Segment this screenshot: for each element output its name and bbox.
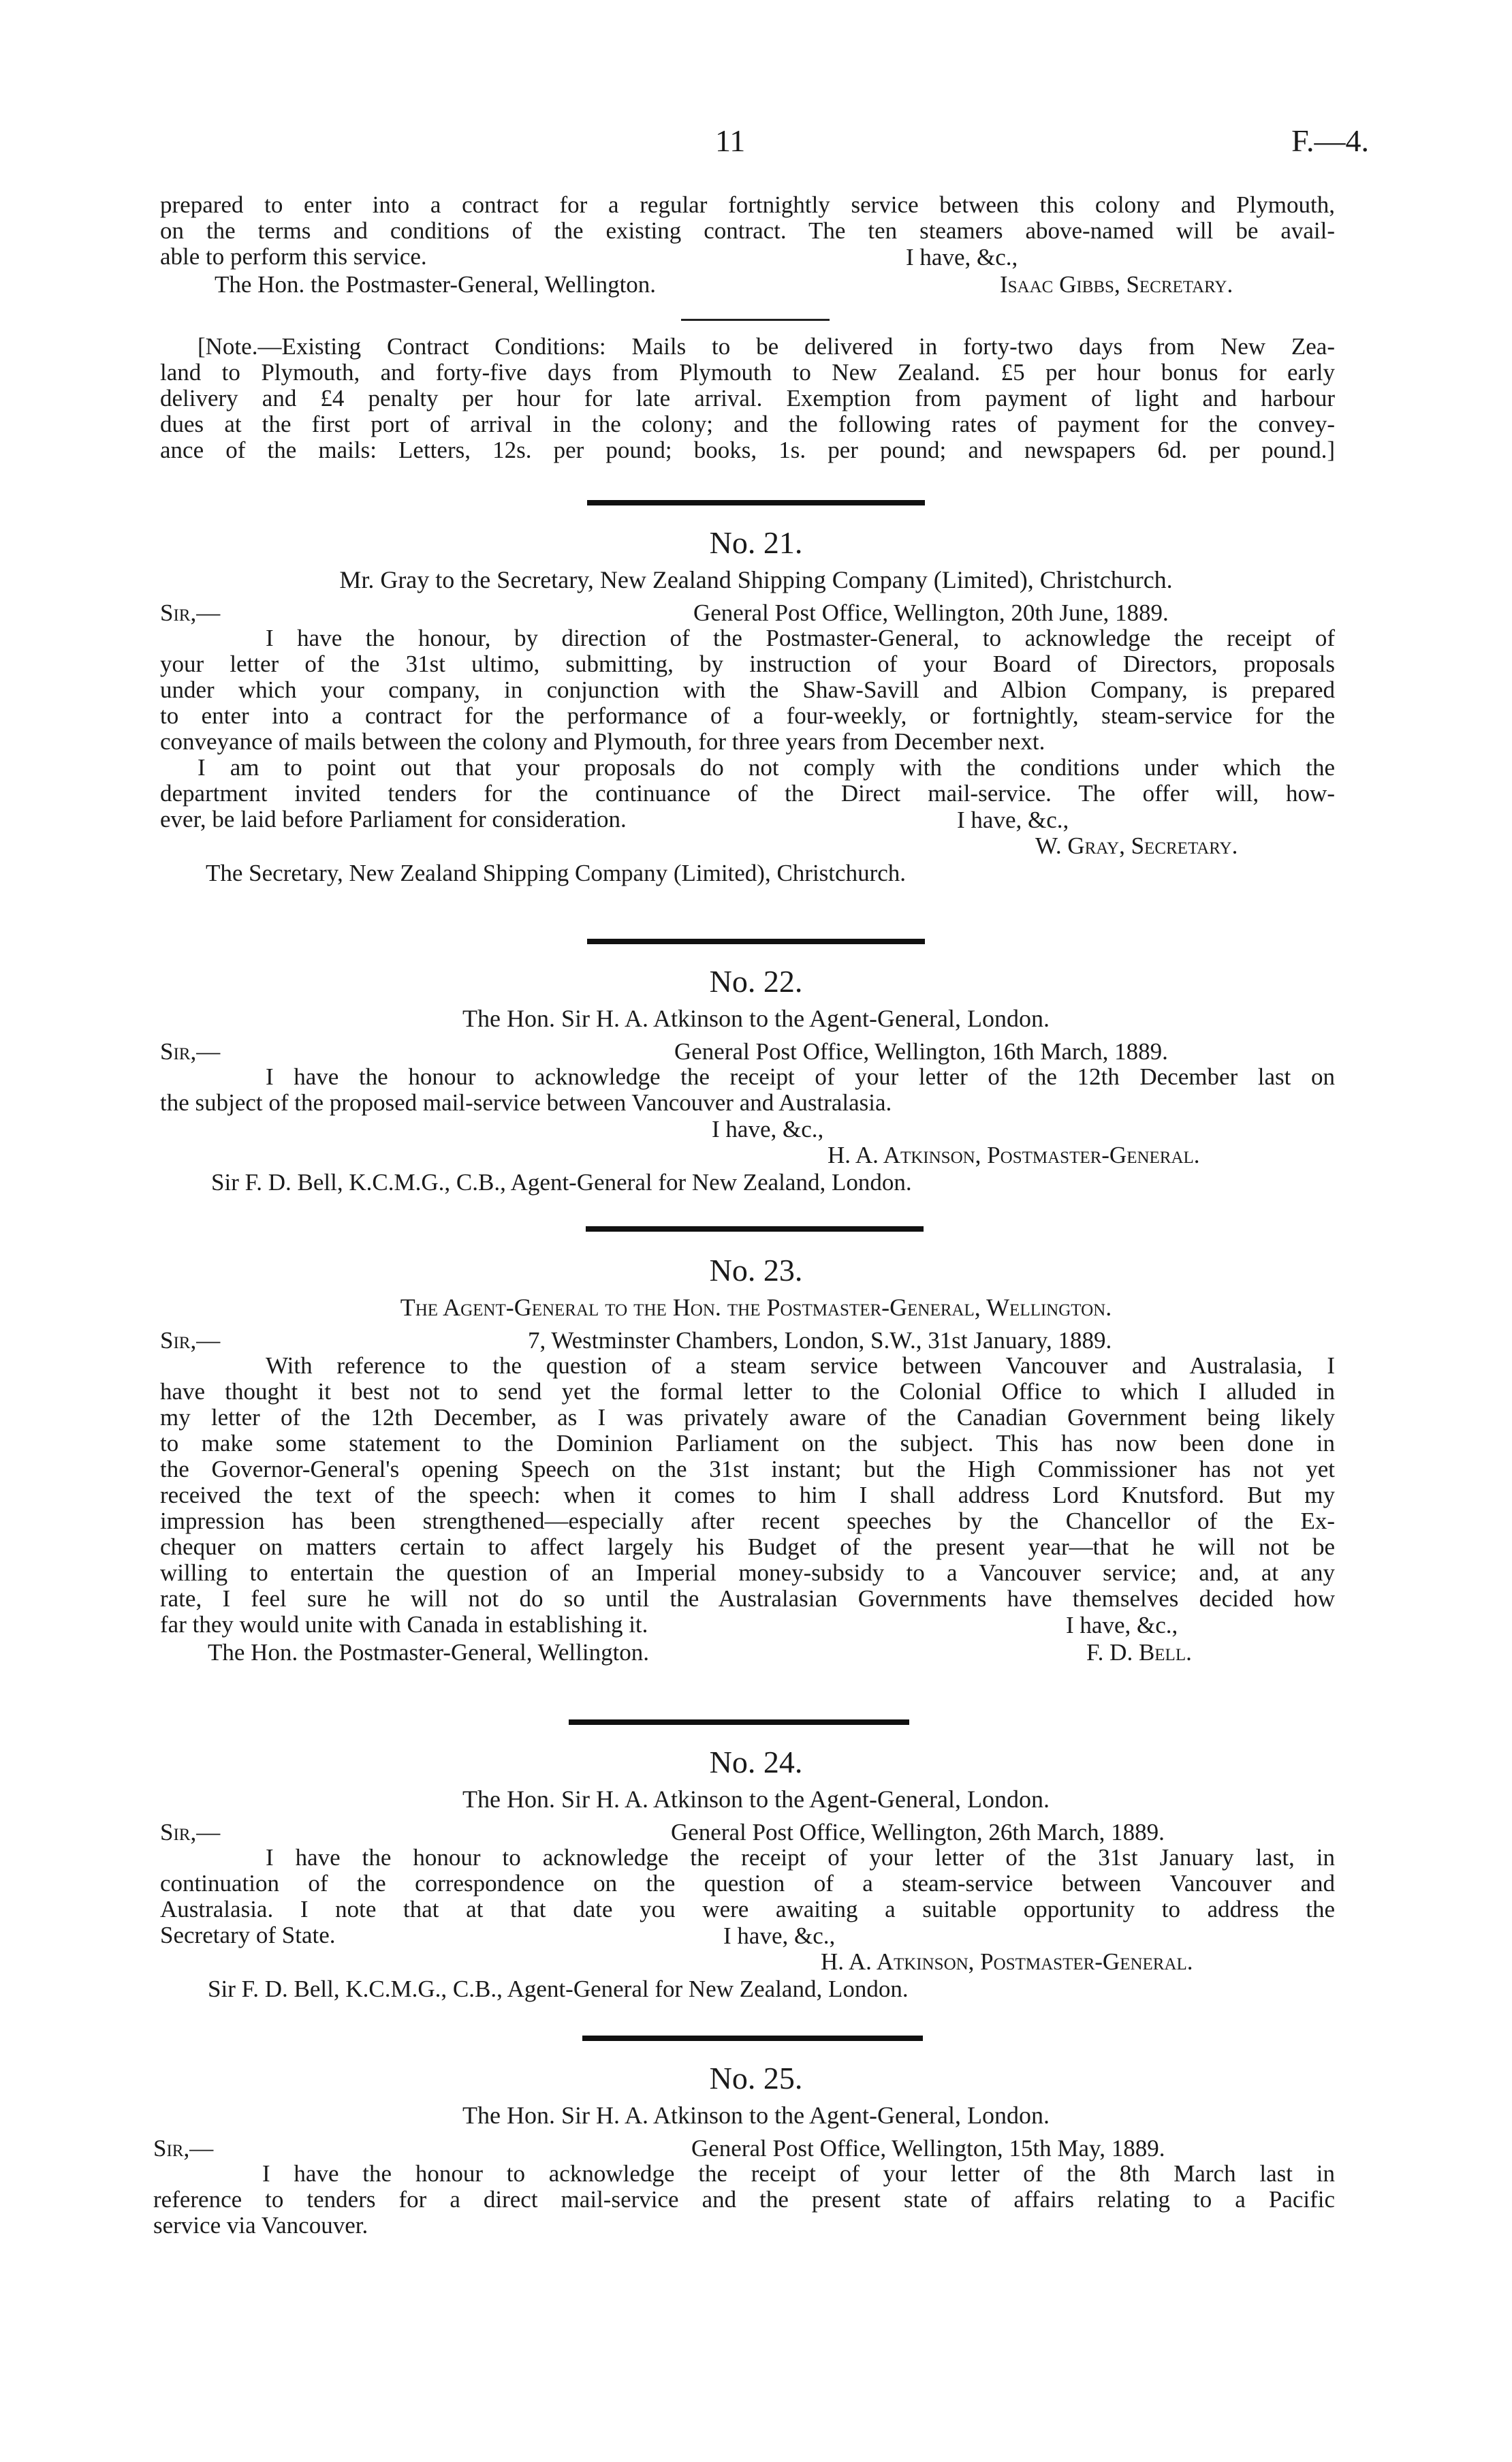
section-rule (569, 1719, 909, 1725)
salutation: Sir,— (160, 1819, 221, 1845)
note-line: delivery and £4 penalty per hour for late arrival. Exemption from payment of light and harbour (160, 385, 1335, 411)
body-line: I am to point out that your proposals do not comply with the conditions under which the (198, 754, 1335, 781)
addressee: Sir F. D. Bell, K.C.M.G., C.B., Agent-General for New Zealand, London. (211, 1169, 912, 1196)
divider (681, 319, 830, 321)
section-rule (582, 2036, 923, 2041)
body-line: under which your company, in conjunction with the Shaw-Savill and Albion Company, is prepared (160, 676, 1335, 703)
addressee: The Hon. the Postmaster-General, Wellington. (215, 271, 657, 298)
body-line: ever, be laid before Parliament for consideration. (160, 806, 627, 832)
body-line: my letter of the 12th December, as I was privately aware of the Canadian Government being likely (160, 1404, 1335, 1431)
body-line: have thought it best not to send yet the formal letter to the Colonial Office to which I alluded in (160, 1378, 1335, 1405)
sign-off: I have, &c., (723, 1922, 836, 1949)
letter-heading: The Hon. Sir H. A. Atkinson to the Agent-General, London. (462, 1786, 1050, 1813)
body-line: I have the honour to acknowledge the receipt of your letter of the 12th December last on (266, 1063, 1335, 1090)
salutation: Sir,— (160, 599, 221, 626)
addressee: The Secretary, New Zealand Shipping Company (Limited), Christchurch. (206, 860, 907, 886)
document-code: F.—4. (1291, 123, 1369, 158)
letter-heading: The Agent-General to the Hon. the Postmaster-General, Wellington. (400, 1294, 1112, 1321)
dateline: General Post Office, Wellington, 15th May, 1889. (691, 2135, 1165, 2162)
note-line: land to Plymouth, and forty-five days from Plymouth to New Zealand. £5 per hour bonus for early (160, 359, 1335, 386)
body-line: impression has been strengthened—especially after recent speeches by the Chancellor of the Ex- (160, 1508, 1335, 1534)
sign-off: I have, &c., (1066, 1612, 1178, 1638)
letter-number: No. 23. (709, 1253, 803, 1288)
letter-number: No. 24. (709, 1745, 803, 1779)
letter-number: No. 21. (709, 525, 803, 560)
letter-heading: Mr. Gray to the Secretary, New Zealand Shipping Company (Limited), Christchurch. (339, 566, 1173, 593)
body-line: received the text of the speech: when it comes to him I shall address Lord Knutsford. But my (160, 1482, 1335, 1508)
body-line: service via Vancouver. (153, 2212, 368, 2239)
note-line: ance of the mails: Letters, 12s. per pound; books, 1s. per pound; and newspapers 6d. per pound.] (160, 437, 1335, 463)
body-line: the Governor-General's opening Speech on the 31st instant; but the High Commissioner has not yet (160, 1456, 1335, 1482)
dateline: General Post Office, Wellington, 16th March, 1889. (674, 1038, 1168, 1065)
dateline: General Post Office, Wellington, 26th March, 1889. (671, 1819, 1165, 1845)
body-line: Australasia. I note that at that date you were awaiting a suitable opportunity to address the (160, 1896, 1335, 1922)
signature: W. Gray, Secretary. (1035, 832, 1238, 859)
sign-off: I have, &c., (906, 244, 1018, 270)
addressee: Sir F. D. Bell, K.C.M.G., C.B., Agent-General for New Zealand, London. (208, 1976, 909, 2002)
signature: F. D. Bell. (1086, 1639, 1192, 1666)
dateline: 7, Westminster Chambers, London, S.W., 31st January, 1889. (528, 1327, 1112, 1354)
section-rule (586, 1226, 924, 1232)
body-line: prepared to enter into a contract for a regular fortnightly service between this colony and Plymouth, (160, 191, 1335, 218)
body-line: able to perform this service. (160, 243, 427, 270)
dateline: General Post Office, Wellington, 20th June, 1889. (693, 599, 1169, 626)
body-line: Secretary of State. (160, 1922, 336, 1948)
body-line: I have the honour, by direction of the Postmaster-General, to acknowledge the receipt of (266, 625, 1335, 651)
letter-heading: The Hon. Sir H. A. Atkinson to the Agent-General, London. (462, 2102, 1050, 2129)
body-line: the subject of the proposed mail-service between Vancouver and Australasia. (160, 1089, 892, 1116)
signature: H. A. Atkinson, Postmaster-General. (828, 1142, 1200, 1168)
body-line: I have the honour to acknowledge the receipt of your letter of the 8th March last in (262, 2160, 1335, 2187)
signature: Isaac Gibbs, Secretary. (1000, 271, 1233, 298)
body-line: department invited tenders for the continuance of the Direct mail-service. The offer will, how- (160, 780, 1335, 807)
body-line: reference to tenders for a direct mail-service and the present state of affairs relating to a Pacific (153, 2186, 1335, 2213)
section-rule (587, 500, 925, 505)
body-line: I have the honour to acknowledge the receipt of your letter of the 31st January last, in (266, 1844, 1335, 1871)
body-line: willing to entertain the question of an Imperial money-subsidy to a Vancouver service; and, at any (160, 1559, 1335, 1586)
letter-number: No. 25. (709, 2061, 803, 2095)
body-line: to make some statement to the Dominion Parliament on the subject. This has now been done in (160, 1430, 1335, 1456)
page-number: 11 (715, 123, 746, 158)
addressee: The Hon. the Postmaster-General, Wellington. (208, 1639, 650, 1666)
note-line: dues at the first port of arrival in the colony; and the following rates of payment for the convey- (160, 411, 1335, 437)
body-line: continuation of the correspondence on the question of a steam-service between Vancouver and (160, 1870, 1335, 1897)
body-line: With reference to the question of a steam service between Vancouver and Australasia, I (266, 1352, 1335, 1379)
salutation: Sir,— (160, 1038, 221, 1065)
salutation: Sir,— (160, 1327, 221, 1354)
body-line: chequer on matters certain to affect largely his Budget of the present year—that he will not be (160, 1533, 1335, 1560)
sign-off: I have, &c., (957, 807, 1069, 833)
body-line: far they would unite with Canada in establishing it. (160, 1611, 648, 1638)
body-line: your letter of the 31st ultimo, submitting, by instruction of your Board of Directors, proposals (160, 651, 1335, 677)
signature: H. A. Atkinson, Postmaster-General. (821, 1948, 1193, 1975)
section-rule (587, 939, 925, 944)
letter-heading: The Hon. Sir H. A. Atkinson to the Agent-General, London. (462, 1005, 1050, 1032)
sign-off: I have, &c., (712, 1116, 824, 1142)
salutation: Sir,— (153, 2135, 214, 2162)
body-line: on the terms and conditions of the existing contract. The ten steamers above-named will be avail- (160, 217, 1335, 244)
letter-number: No. 22. (709, 964, 803, 999)
note-line: [Note.—Existing Contract Conditions: Mails to be delivered in forty-two days from New Zea- (198, 333, 1335, 360)
body-line: rate, I feel sure he will not do so until the Australasian Governments have themselves decided how (160, 1585, 1335, 1612)
body-line: to enter into a contract for the performance of a four-weekly, or fortnightly, steam-service for the (160, 702, 1335, 729)
body-line: conveyance of mails between the colony and Plymouth, for three years from December next. (160, 728, 1045, 755)
